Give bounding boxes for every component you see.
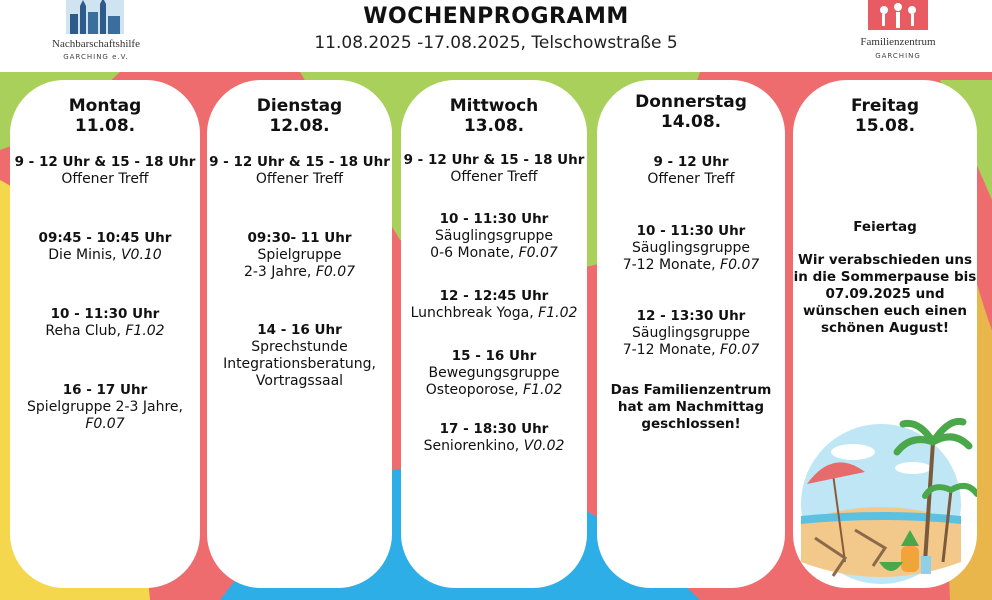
notice-line: 07.09.2025 und <box>825 286 945 302</box>
page-title: WOCHENPROGRAMM <box>363 4 629 29</box>
event-room: V0.10 <box>120 247 162 263</box>
event-desc: Seniorenkino, <box>423 438 524 454</box>
logo-left-sub: GARCHING e.V. <box>63 53 129 61</box>
event-item <box>10 306 200 340</box>
event-desc: Offener Treff <box>61 171 149 187</box>
day-heading <box>793 96 977 136</box>
day-date: 11.08. <box>74 116 136 136</box>
event-time: 12 - 12:45 Uhr <box>439 288 549 304</box>
day-heading <box>207 96 392 136</box>
notice-line: wünschen euch einen <box>802 303 968 319</box>
event-time: 09:30- 11 Uhr <box>247 230 352 246</box>
day-date: 14.08. <box>660 112 722 132</box>
event-desc: Säuglingsgruppe <box>435 228 553 244</box>
event-time: 10 - 11:30 Uhr <box>439 211 549 227</box>
header-bar <box>0 0 992 72</box>
day-name: Donnerstag <box>635 92 747 112</box>
day-name: Mittwoch <box>449 96 539 116</box>
day-date: 15.08. <box>854 116 916 136</box>
day-name: Dienstag <box>256 96 343 116</box>
day-heading <box>401 96 587 136</box>
event-room: F1.02 <box>538 305 578 321</box>
event-item <box>401 211 587 262</box>
event-time: 9 - 12 Uhr & 15 - 18 Uhr <box>403 152 585 168</box>
event-time: 16 - 17 Uhr <box>62 382 148 398</box>
notice-line: schönen August! <box>821 320 949 336</box>
event-room: F0.07 <box>518 245 558 261</box>
day-name: Freitag <box>850 96 920 116</box>
event-desc: Reha Club, <box>45 323 126 339</box>
notice-line: in die Sommerpause bis <box>793 269 977 285</box>
event-time: 09:45 - 10:45 Uhr <box>38 230 172 246</box>
event-room: V0.02 <box>523 438 565 454</box>
event-desc: Säuglingsgruppe <box>632 240 750 256</box>
logo-right-sub: GARCHING <box>875 52 921 60</box>
day-card-mittwoch <box>401 80 587 588</box>
event-room: F0.07 <box>720 342 760 358</box>
event-desc-2: Osteoporose, <box>425 382 524 398</box>
event-time: 9 - 12 Uhr & 15 - 18 Uhr <box>209 154 390 170</box>
logo-left-name: Nachbarschaftshilfe <box>52 38 140 50</box>
day-card-montag <box>10 80 200 588</box>
event-item <box>401 421 587 455</box>
event-item <box>597 308 785 359</box>
holiday-label: Feiertag <box>853 219 917 235</box>
family-tree-logo-icon <box>852 0 944 36</box>
event-desc-2: 0-6 Monate, <box>430 245 519 261</box>
event-item <box>207 322 392 390</box>
day-heading <box>10 96 200 136</box>
event-desc: Offener Treff <box>450 169 538 185</box>
page-subtitle: 11.08.2025 -17.08.2025, Telschowstraße 5 <box>314 33 678 53</box>
day-date: 13.08. <box>463 116 525 136</box>
event-desc: Säuglingsgruppe <box>632 325 750 341</box>
event-item <box>401 288 587 322</box>
day-name: Montag <box>68 96 142 116</box>
event-desc-3: Vortragssaal <box>255 373 344 389</box>
day-heading <box>597 92 785 132</box>
event-item <box>207 154 392 188</box>
event-room: F0.07 <box>85 416 125 432</box>
event-desc: Spielgruppe <box>257 247 342 263</box>
event-item <box>207 230 392 281</box>
event-room: F0.07 <box>720 257 760 273</box>
day-card-freitag <box>793 80 977 588</box>
event-time: 10 - 11:30 Uhr <box>50 306 160 322</box>
event-item <box>597 154 785 188</box>
event-time: 9 - 12 Uhr & 15 - 18 Uhr <box>14 154 196 170</box>
event-time: 9 - 12 Uhr <box>653 154 729 170</box>
event-time: 15 - 16 Uhr <box>451 348 537 364</box>
event-time: 10 - 11:30 Uhr <box>636 223 746 239</box>
event-item <box>10 230 200 264</box>
event-room: F1.02 <box>523 382 563 398</box>
event-time: 14 - 16 Uhr <box>257 322 342 338</box>
familienzentrum-logo <box>852 0 944 64</box>
notice-line: Wir verabschieden uns <box>797 252 973 268</box>
event-time: 12 - 13:30 Uhr <box>636 308 746 324</box>
event-item <box>10 382 200 433</box>
event-desc: Offener Treff <box>647 171 735 187</box>
closing-notice <box>597 382 785 433</box>
event-item <box>401 152 587 186</box>
event-item <box>401 348 587 399</box>
event-room: F0.07 <box>315 264 356 280</box>
event-desc-2: Integrationsberatung, <box>223 356 376 372</box>
event-desc-2: 2-3 Jahre, <box>243 264 316 280</box>
logo-right-name: Familienzentrum <box>860 36 936 48</box>
event-desc: Bewegungsgruppe <box>428 365 560 381</box>
notice-line: geschlossen! <box>641 416 741 432</box>
event-item <box>597 223 785 274</box>
event-desc: Spielgruppe 2-3 Jahre, <box>27 399 183 415</box>
notice-line: hat am Nachmittag <box>617 399 765 415</box>
event-item <box>10 154 200 188</box>
event-desc: Sprechstunde <box>251 339 348 355</box>
day-card-dienstag <box>207 80 392 588</box>
event-desc: Offener Treff <box>255 171 344 187</box>
event-desc-2: 7-12 Monate, <box>622 257 721 273</box>
event-desc: Lunchbreak Yoga, <box>410 305 539 321</box>
beach-illustration-icon <box>793 412 977 588</box>
event-room: F1.02 <box>125 323 165 339</box>
event-desc-2: 7-12 Monate, <box>622 342 721 358</box>
day-card-donnerstag <box>597 80 785 588</box>
event-time: 17 - 18:30 Uhr <box>439 421 549 437</box>
notice-line: Das Familienzentrum <box>610 382 772 398</box>
event-desc: Die Minis, <box>48 247 121 263</box>
day-date: 12.08. <box>269 116 330 136</box>
summer-break-notice <box>793 252 977 337</box>
